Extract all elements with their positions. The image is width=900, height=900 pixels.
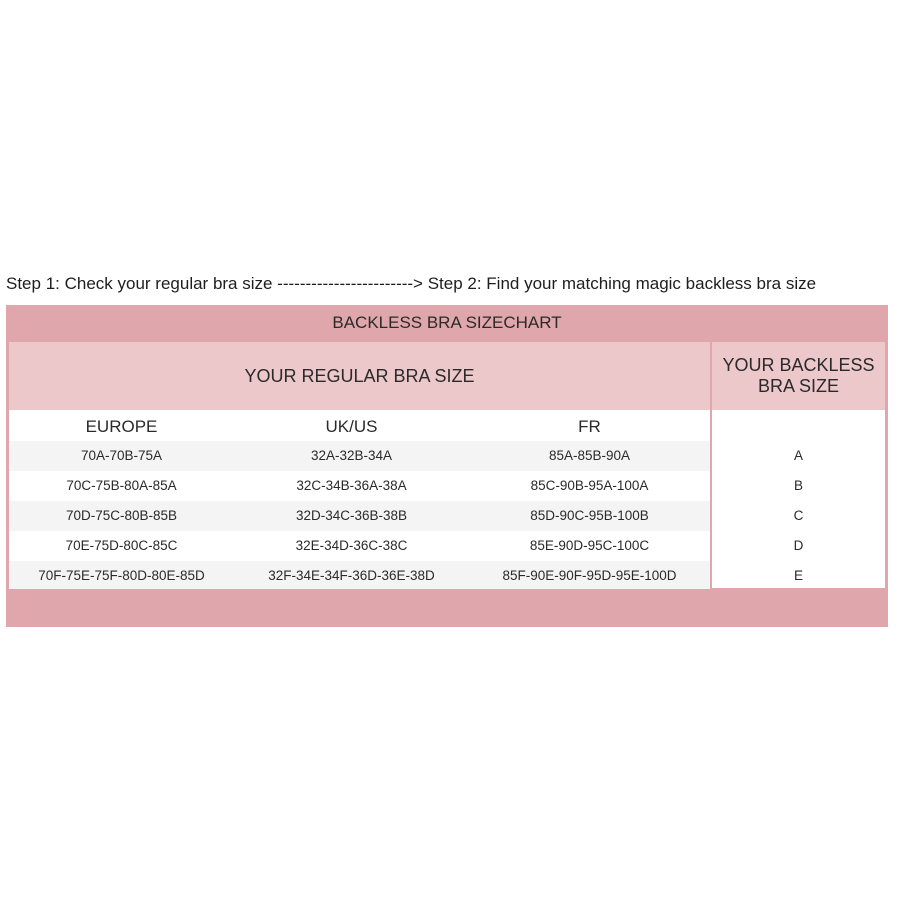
cell-backless: E xyxy=(793,568,803,583)
cell-ukus: 32A-32B-34A xyxy=(310,448,393,463)
column-header-europe: EUROPE xyxy=(85,417,158,436)
cell-fr: 85E-90D-95C-100C xyxy=(529,538,650,553)
cell-europe: 70E-75D-80C-85C xyxy=(65,538,178,553)
cell-ukus: 32E-34D-36C-38C xyxy=(295,538,408,553)
cell-fr: 85D-90C-95B-100B xyxy=(530,508,649,523)
cell-backless: C xyxy=(793,508,804,523)
cell-fr: 85F-90E-90F-95D-95E-100D xyxy=(502,568,677,583)
table-footer-right xyxy=(712,589,885,624)
table-row xyxy=(712,471,885,501)
regular-size-group-label: YOUR REGULAR BRA SIZE xyxy=(244,365,475,386)
size-chart-table xyxy=(6,305,888,627)
table-footer-left xyxy=(9,589,710,624)
cell-europe: 70C-75B-80A-85A xyxy=(66,478,177,493)
column-header-ukus: UK/US xyxy=(325,417,378,436)
cell-ukus: 32C-34B-36A-38A xyxy=(296,478,407,493)
table-row xyxy=(9,501,710,531)
instructions-text: Step 1: Check your regular bra size ------------------------> Step 2: Find your matching magic backless bra size xyxy=(6,274,817,293)
chart-title: BACKLESS BRA SIZECHART xyxy=(332,313,562,332)
backless-size-label-line2: BRA SIZE xyxy=(757,376,840,396)
table-row xyxy=(712,501,885,531)
backless-size-label-line1: YOUR BACKLESS xyxy=(722,355,875,375)
regular-size-body xyxy=(9,410,710,588)
backless-size-group-header xyxy=(712,342,885,410)
cell-ukus: 32D-34C-36B-38B xyxy=(295,508,408,523)
cell-backless: B xyxy=(793,478,803,493)
table-row xyxy=(712,441,885,471)
cell-backless: A xyxy=(793,448,803,463)
table-row xyxy=(9,441,710,471)
cell-europe: 70A-70B-75A xyxy=(80,448,163,463)
cell-fr: 85A-85B-90A xyxy=(548,448,631,463)
cell-europe: 70F-75E-75F-80D-80E-85D xyxy=(38,568,205,583)
regular-size-group-header xyxy=(9,342,710,410)
table-row xyxy=(9,471,710,501)
column-header-fr: FR xyxy=(578,417,601,436)
cell-backless: D xyxy=(793,538,804,553)
table-row xyxy=(712,561,885,591)
cell-fr: 85C-90B-95A-100A xyxy=(530,478,649,493)
cell-europe: 70D-75C-80B-85B xyxy=(65,508,178,523)
table-row xyxy=(9,531,710,561)
table-row xyxy=(9,561,710,591)
backless-size-body xyxy=(712,410,885,588)
table-row xyxy=(712,531,885,561)
cell-ukus: 32F-34E-34F-36D-36E-38D xyxy=(268,568,435,583)
